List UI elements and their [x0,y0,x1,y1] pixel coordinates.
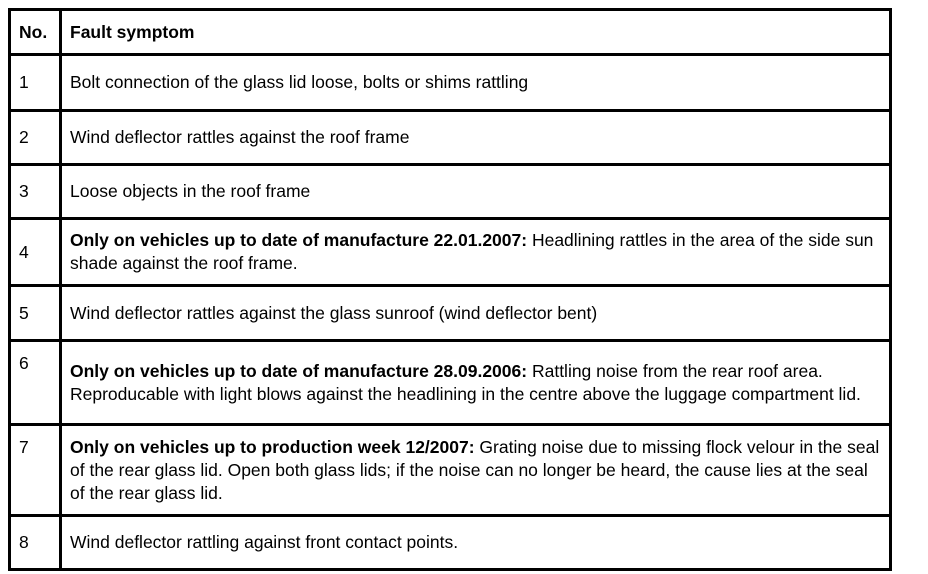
fault-symptom-text: Loose objects in the roof frame [70,181,311,201]
applicability-qualifier: Only on vehicles up to production week 12/2007: [70,436,475,457]
table-row [10,111,891,165]
fault-symptom-text: Wind deflector rattling against front contact points. [70,532,459,552]
table-row [10,516,891,570]
fault-symptom-cell [61,219,891,286]
fault-symptom-text: Wind deflector rattles against the roof frame [70,127,410,147]
table-row [10,165,891,219]
fault-symptom-cell [61,111,891,165]
fault-symptom-table [8,8,892,571]
fault-symptom-cell [61,516,891,570]
fault-symptom-text: Bolt connection of the glass lid loose, bolts or shims rattling [70,72,529,92]
fault-symptom-cell [61,55,891,111]
column-header-fault-symptom: Fault symptom [61,10,891,55]
table-row [10,425,891,516]
applicability-qualifier: Only on vehicles up to date of manufacture 28.09.2006: [70,360,528,381]
row-number: 3 [10,165,61,219]
row-number: 2 [10,111,61,165]
row-number: 8 [10,516,61,570]
row-number: 5 [10,286,61,341]
row-number: 6 [10,341,61,425]
fault-symptom-text: Grating noise due to missing flock velour in the seal of the rear glass lid. Open both glass lids; if the noise can no longer be heard, the cause lies at the seal of the rear glass lid. [70,436,880,503]
table-header-row [10,10,891,55]
fault-symptom-cell [61,286,891,341]
fault-symptom-cell [61,425,891,516]
table-row [10,341,891,425]
fault-symptom-text: Headlining rattles in the area of the side sun shade against the roof frame. [70,230,874,273]
column-header-no: No. [10,10,61,55]
row-number: 7 [10,425,61,516]
fault-symptom-text: Wind deflector rattles against the glass sunroof (wind deflector bent) [70,302,598,323]
table-row [10,55,891,111]
fault-symptom-text: Rattling noise from the rear roof area. Reproducable with light blows against the headlining in the centre above the luggage compartment lid. [70,360,861,404]
applicability-qualifier: Only on vehicles up to date of manufacture 22.01.2007: [70,230,528,250]
row-number: 1 [10,55,61,111]
fault-symptom-cell [61,341,891,425]
table-row [10,219,891,286]
row-number: 4 [10,219,61,286]
table-row [10,286,891,341]
fault-symptom-cell [61,165,891,219]
